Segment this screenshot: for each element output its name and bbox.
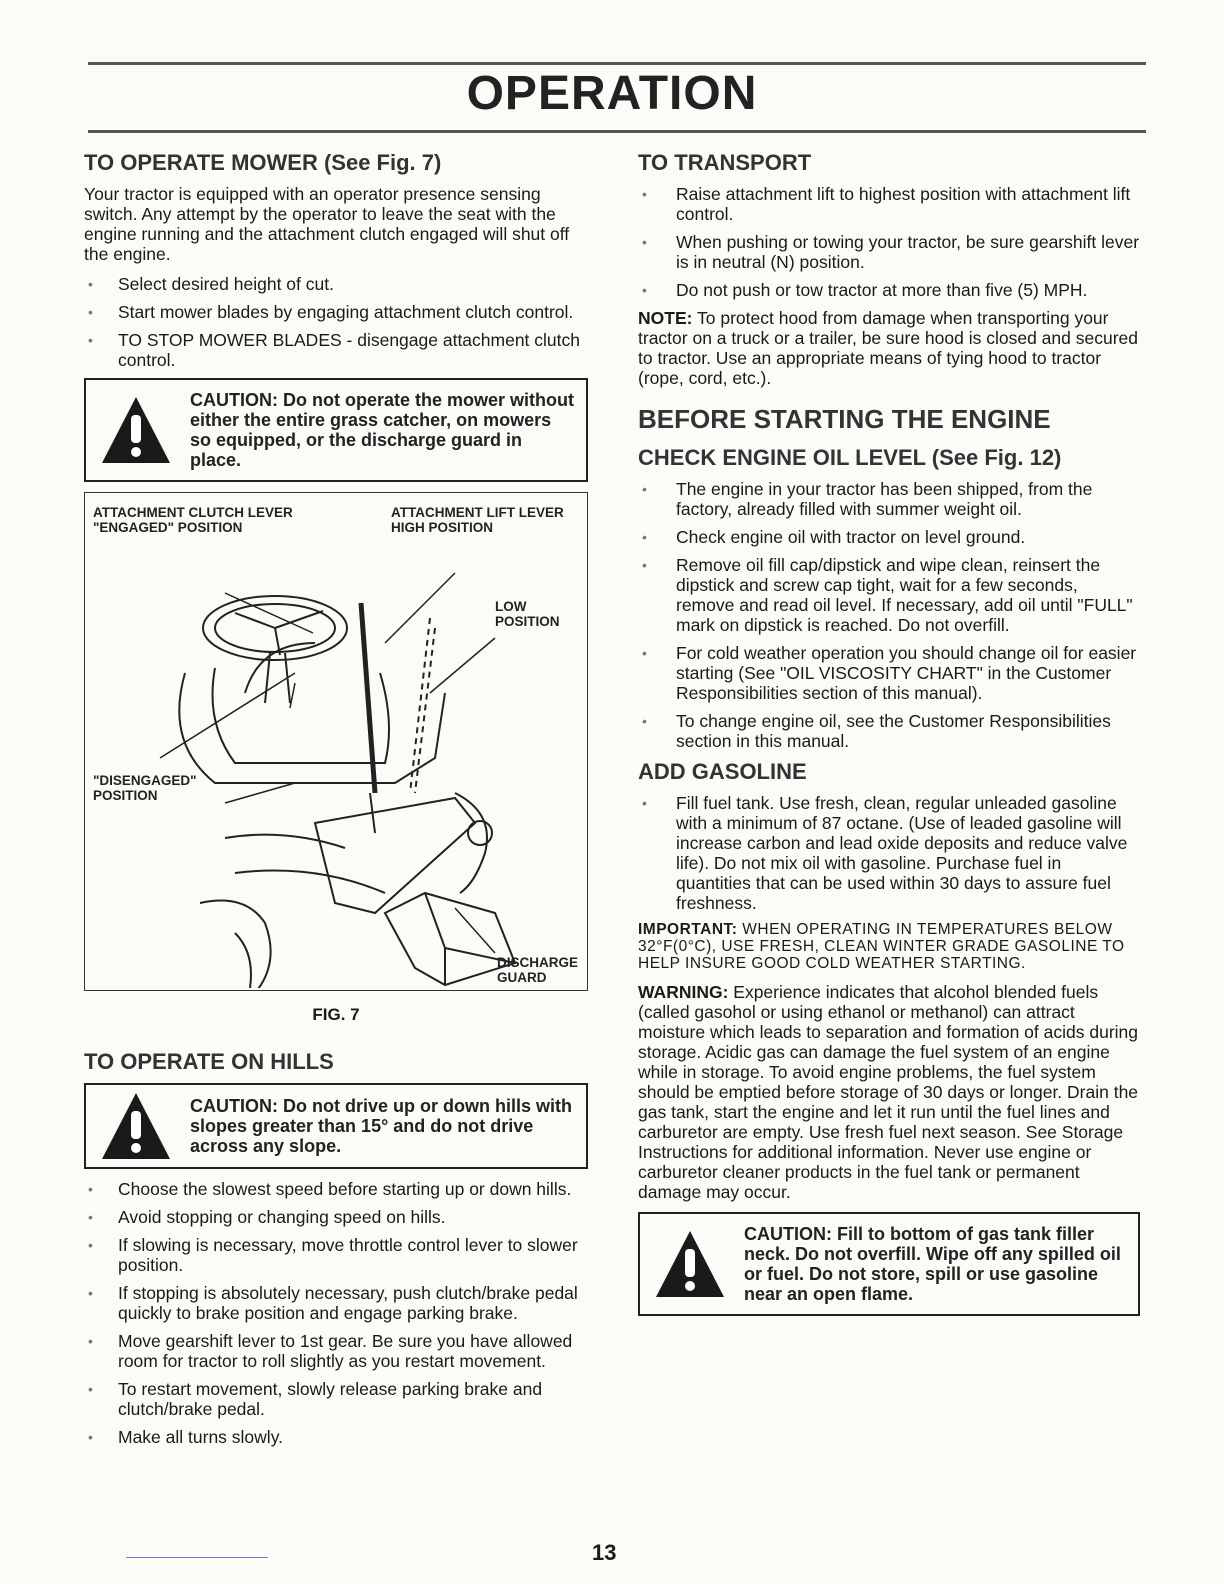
list-item: • Raise attachment lift to highest position with attachment lift control.	[638, 184, 1140, 224]
list-item: • Do not push or tow tractor at more than five (5) MPH.	[638, 280, 1140, 300]
list-item: • TO STOP MOWER BLADES - disengage attachment clutch control.	[84, 330, 588, 370]
before-starting-heading: BEFORE STARTING THE ENGINE	[638, 404, 1051, 434]
mower-caution-text: CAUTION: Do not operate the mower without either the entire grass catcher, on mowers so equipped, or the discharge guard in place.	[190, 390, 574, 470]
list-item: • Select desired height of cut.	[84, 274, 588, 294]
note-text: To protect hood from damage when transporting your tractor on a truck or a trailer, be sure hood is closed and secured to tractor. Use an appropriate means of tying hood to tractor (rope, cord, etc.).	[638, 308, 1138, 388]
gasoline-bullet-list	[638, 793, 1140, 913]
list-item: • Move gearshift lever to 1st gear. Be sure you have allowed room for tractor to roll slightly as you restart movement.	[84, 1331, 588, 1371]
left-column	[84, 150, 588, 1455]
label-disengaged-position: "DISENGAGED" POSITION	[93, 773, 197, 803]
label-discharge-guard: DISCHARGE GUARD	[497, 955, 579, 985]
warning-triangle-icon	[650, 1229, 730, 1299]
warning-triangle-icon	[96, 1091, 176, 1161]
warning-triangle-icon	[96, 395, 176, 465]
page-number: 13	[592, 1540, 617, 1565]
list-item: • Choose the slowest speed before starting up or down hills.	[84, 1179, 588, 1199]
warning-paragraph	[638, 982, 1140, 1202]
oil-bullet-list	[638, 479, 1140, 751]
warning-text: Experience indicates that alcohol blended fuels (called gasohol or using ethanol or methanol) can attract moisture which leads to separation and formation of acids during storage. Acidic gas can damage the fuel system of an engine while in storage. To avoid engine problems, the fuel system should be emptied before storage of 30 days or longer. Drain the gas tank, start the engine and let it run until the fuel lines and carburetor are empty. Use fresh fuel next season. See Storage Instructions for additional information. Never use engine or carburetor cleaner products in the fuel tank or permanent damage may occur.	[638, 982, 1139, 1202]
mower-heading: TO OPERATE MOWER (See Fig. 7)	[84, 150, 442, 175]
label-low-position: LOW POSITION	[495, 599, 560, 629]
transport-bullet-list	[638, 184, 1140, 300]
list-item: • The engine in your tractor has been shipped, from the factory, already filled with summer weight oil.	[638, 479, 1140, 519]
hills-caution-box	[84, 1083, 588, 1169]
list-item: • If slowing is necessary, move throttle control lever to slower position.	[84, 1235, 588, 1275]
hills-bullet-list	[84, 1179, 588, 1447]
label-lift-high: ATTACHMENT LIFT LEVER HIGH POSITION	[391, 505, 564, 535]
label-clutch-engaged: ATTACHMENT CLUTCH LEVER "ENGAGED" POSITION	[93, 505, 293, 535]
gasoline-caution-text: CAUTION: Fill to bottom of gas tank filler neck. Do not overfill. Wipe off any spilled oil or fuel. Do not store, spill or use gasoline near an open flame.	[744, 1224, 1121, 1304]
transport-note	[638, 308, 1140, 388]
list-item: • Fill fuel tank. Use fresh, clean, regular unleaded gasoline with a minimum of 87 octane. (Use of leaded gasoline will increase carbon and lead oxide deposits and reduce valve life). Do not mix oil with gasoline. Purchase fuel in quantities that can be used within 30 days to assure fuel freshness.	[638, 793, 1140, 913]
important-text: WHEN OPERATING IN TEMPERATURES BELOW 32°F(0°C), USE FRESH, CLEAN WINTER GRADE GASOLINE TO HELP INSURE GOOD COLD WEATHER STARTING.	[638, 921, 1125, 972]
gasoline-heading: ADD GASOLINE	[638, 759, 807, 784]
mower-caution-box	[84, 378, 588, 482]
list-item: • To change engine oil, see the Customer Responsibilities section in this manual.	[638, 711, 1140, 751]
figure-7	[84, 492, 588, 991]
list-item: • Make all turns slowly.	[84, 1427, 588, 1447]
note-label: NOTE:	[638, 308, 693, 328]
oil-heading: CHECK ENGINE OIL LEVEL (See Fig. 12)	[638, 445, 1062, 470]
figure-caption: FIG. 7	[312, 1005, 360, 1024]
list-item: • Start mower blades by engaging attachment clutch control.	[84, 302, 588, 322]
transport-heading: TO TRANSPORT	[638, 150, 812, 175]
mower-bullet-list	[84, 274, 588, 370]
hills-caution-text: CAUTION: Do not drive up or down hills with slopes greater than 15° and do not drive across any slope.	[190, 1096, 572, 1156]
list-item: • For cold weather operation you should change oil for easier starting (See "OIL VISCOSITY CHART" in the Customer Responsibilities section of this manual).	[638, 643, 1140, 703]
top-rule	[88, 62, 1146, 65]
list-item: • Check engine oil with tractor on level ground.	[638, 527, 1140, 547]
warning-label: WARNING:	[638, 982, 729, 1002]
important-notice	[638, 921, 1140, 972]
list-item: • When pushing or towing your tractor, be sure gearshift lever is in neutral (N) position.	[638, 232, 1140, 272]
footer-line	[126, 1557, 268, 1558]
list-item: • If stopping is absolutely necessary, push clutch/brake pedal quickly to brake position and engage parking brake.	[84, 1283, 588, 1323]
list-item: • Remove oil fill cap/dipstick and wipe clean, reinsert the dipstick and screw cap tight, wait for a few seconds, remove and read oil level. If necessary, add oil until "FULL" mark on dipstick is reached. Do not overfill.	[638, 555, 1140, 635]
list-item: • To restart movement, slowly release parking brake and clutch/brake pedal.	[84, 1379, 588, 1419]
right-column	[638, 150, 1140, 1326]
hills-heading: TO OPERATE ON HILLS	[84, 1049, 334, 1074]
mower-intro: Your tractor is equipped with an operator presence sensing switch. Any attempt by the operator to leave the seat with the engine running and the attachment clutch engaged will shut off the engine.	[84, 184, 570, 264]
page-title: OPERATION	[466, 67, 758, 120]
list-item: • Avoid stopping or changing speed on hills.	[84, 1207, 588, 1227]
tractor-illustration	[85, 493, 585, 988]
important-label: IMPORTANT:	[638, 921, 738, 938]
gasoline-caution-box	[638, 1212, 1140, 1316]
title-underline-rule	[88, 130, 1146, 133]
